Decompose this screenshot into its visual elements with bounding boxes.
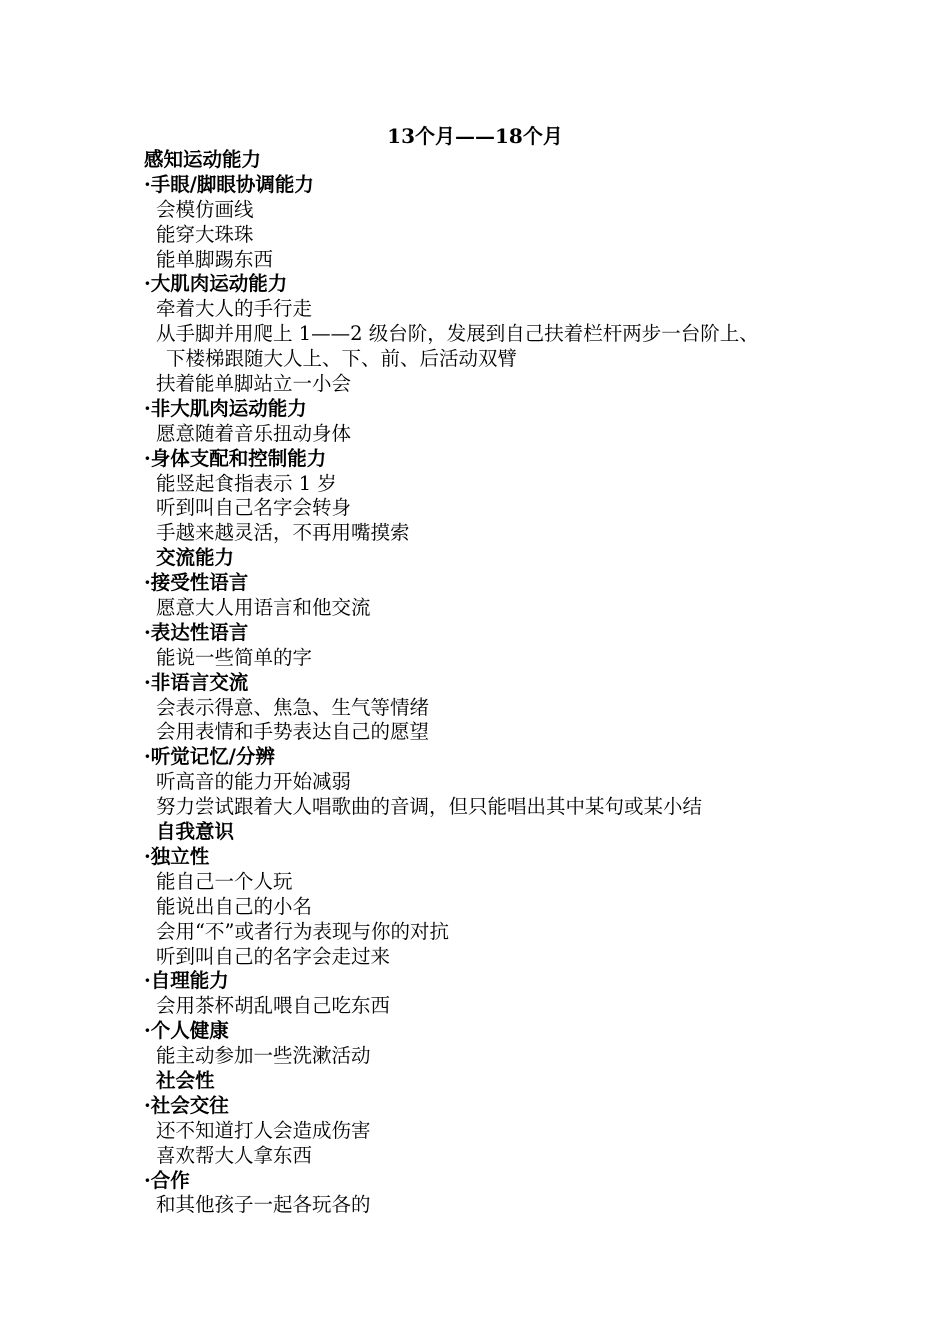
list-item: 手越来越灵活，不再用嘴摸索	[156, 521, 410, 545]
document-body	[144, 148, 834, 1218]
subsection-heading: ·大肌肉运动能力	[144, 272, 288, 296]
list-item: 会用表情和手势表达自己的愿望	[156, 720, 430, 744]
list-item: 会表示得意、焦急、生气等情绪	[156, 695, 430, 719]
list-item: 能单脚踢东西	[156, 247, 274, 271]
list-item: 牵着大人的手行走	[156, 297, 313, 321]
list-item: 听到叫自己的名字会走过来	[156, 944, 391, 968]
subsection-heading: ·合作	[144, 1168, 190, 1192]
list-item: 听到叫自己名字会转身	[156, 496, 352, 520]
subsection-heading: ·个人健康	[144, 1019, 229, 1043]
list-item: 会用“不”或者行为表现与你的对抗	[156, 919, 449, 943]
subsection-heading: ·表达性语言	[144, 620, 249, 644]
subsection-heading: ·独立性	[144, 844, 210, 868]
subsection-heading: ·手眼/脚眼协调能力	[144, 172, 314, 196]
subsection-heading: ·非语言交流	[144, 670, 249, 694]
list-item: 还不知道打人会造成伤害	[156, 1118, 371, 1142]
list-item: 能竖起食指表示 1 岁	[156, 471, 337, 495]
subsection-heading: ·自理能力	[144, 969, 229, 993]
list-item: 扶着能单脚站立一小会	[156, 372, 352, 396]
list-item: 会模仿画线	[156, 197, 254, 221]
list-item: 能说一些简单的字	[156, 645, 313, 669]
list-item: 从手脚并用爬上 1——2 级台阶，发展到自己扶着栏杆两步一台阶上、	[156, 322, 759, 346]
subsection-heading: ·身体支配和控制能力	[144, 446, 327, 470]
list-item-continuation: 下楼梯跟随大人上、下、前、后活动双臂	[166, 347, 518, 371]
list-item: 愿意大人用语言和他交流	[156, 596, 371, 620]
list-item: 喜欢帮大人拿东西	[156, 1143, 313, 1167]
list-item: 愿意随着音乐扭动身体	[156, 421, 352, 445]
document-title: 13个月——18个月	[387, 124, 563, 148]
subsection-heading: ·非大肌肉运动能力	[144, 396, 307, 420]
list-item: 能自己一个人玩	[156, 869, 293, 893]
list-item: 能主动参加一些洗漱活动	[156, 1044, 371, 1068]
subsection-heading: ·听觉记忆/分辨	[144, 745, 275, 769]
section-heading: 交流能力	[156, 546, 235, 570]
section-heading: 自我意识	[156, 820, 235, 844]
section-heading: 感知运动能力	[144, 148, 262, 171]
list-item: 和其他孩子一起各玩各的	[156, 1193, 371, 1217]
subsection-heading: ·社会交往	[144, 1093, 229, 1117]
list-item: 会用茶杯胡乱喂自己吃东西	[156, 994, 391, 1018]
list-item: 能穿大珠珠	[156, 222, 254, 246]
list-item: 听高音的能力开始减弱	[156, 770, 352, 794]
subsection-heading: ·接受性语言	[144, 571, 249, 595]
list-item: 努力尝试跟着大人唱歌曲的音调，但只能唱出其中某句或某小结	[156, 795, 703, 819]
list-item: 能说出自己的小名	[156, 894, 313, 918]
section-heading: 社会性	[156, 1068, 215, 1092]
